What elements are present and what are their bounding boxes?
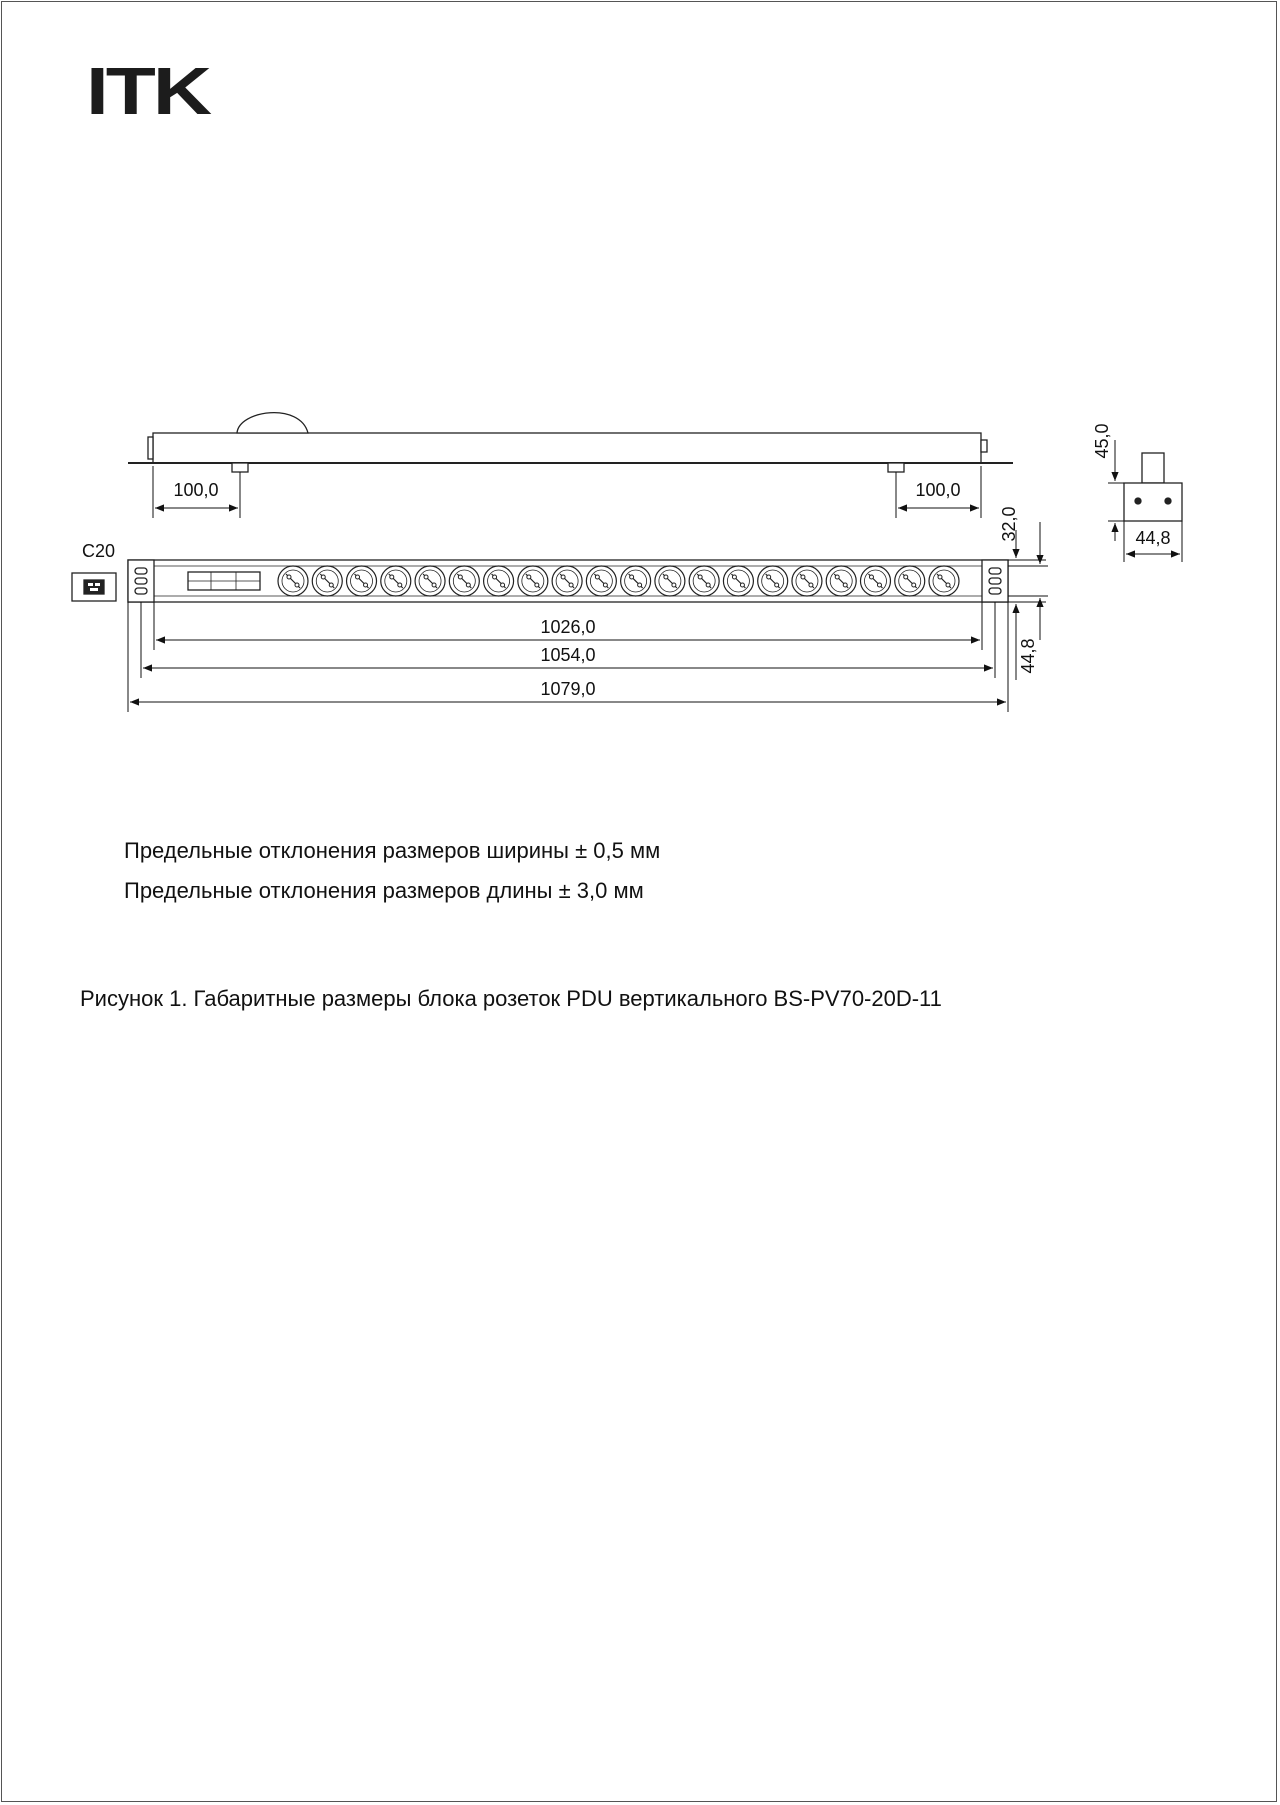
socket-icon (621, 566, 651, 596)
figure-caption: Рисунок 1. Габаритные размеры блока розеток PDU вертикального BS-PV70-20D-11 (80, 986, 942, 1011)
socket-icon (655, 566, 685, 596)
dim-length-total-label: 1079,0 (540, 679, 596, 699)
socket-icon (552, 566, 582, 596)
breaker-cap (237, 413, 308, 433)
socket-icon (689, 566, 719, 596)
c20-connector-icon (72, 573, 116, 601)
mount-bolt-right (888, 463, 904, 472)
dim-front-height-label: 32,0 (999, 506, 1019, 542)
dim-front-depth-label: 44,8 (1018, 638, 1038, 674)
width-tolerance-note: Предельные отклонения размеров ширины ± 0,5 мм (124, 838, 661, 863)
dim-side-height-label: 45,0 (1092, 423, 1112, 459)
side-view (1124, 453, 1182, 521)
socket-icon (381, 566, 411, 596)
dim-side-width-label: 44,8 (1135, 528, 1171, 548)
socket-icon (586, 566, 616, 596)
side-view-body (1124, 483, 1182, 521)
length-tolerance-note: Предельные отклонения размеров длины ± 3,0 мм (124, 878, 644, 903)
dim-mount-right-label: 100,0 (915, 480, 961, 500)
socket-icon (278, 566, 308, 596)
dim-mount-left-label: 100,0 (173, 480, 219, 500)
socket-icon (895, 566, 925, 596)
pdu-body-top (153, 433, 981, 463)
socket-icon (792, 566, 822, 596)
socket-icon (826, 566, 856, 596)
top-view (128, 413, 1013, 472)
dim-length-inner-label: 1026,0 (540, 617, 596, 637)
socket-icon (860, 566, 890, 596)
mount-bolt-left (232, 463, 248, 472)
socket-icon (484, 566, 514, 596)
side-view-breaker (1142, 453, 1164, 483)
socket-icon (312, 566, 342, 596)
socket-icon (449, 566, 479, 596)
socket-icon (347, 566, 377, 596)
socket-icon (758, 566, 788, 596)
connector-label: C20 (82, 541, 116, 561)
socket-icon (929, 566, 959, 596)
socket-icon (415, 566, 445, 596)
dim-length-mount-label: 1054,0 (540, 645, 596, 665)
itk-logo: ITK (86, 53, 210, 129)
socket-icon (518, 566, 548, 596)
socket-icon (723, 566, 753, 596)
